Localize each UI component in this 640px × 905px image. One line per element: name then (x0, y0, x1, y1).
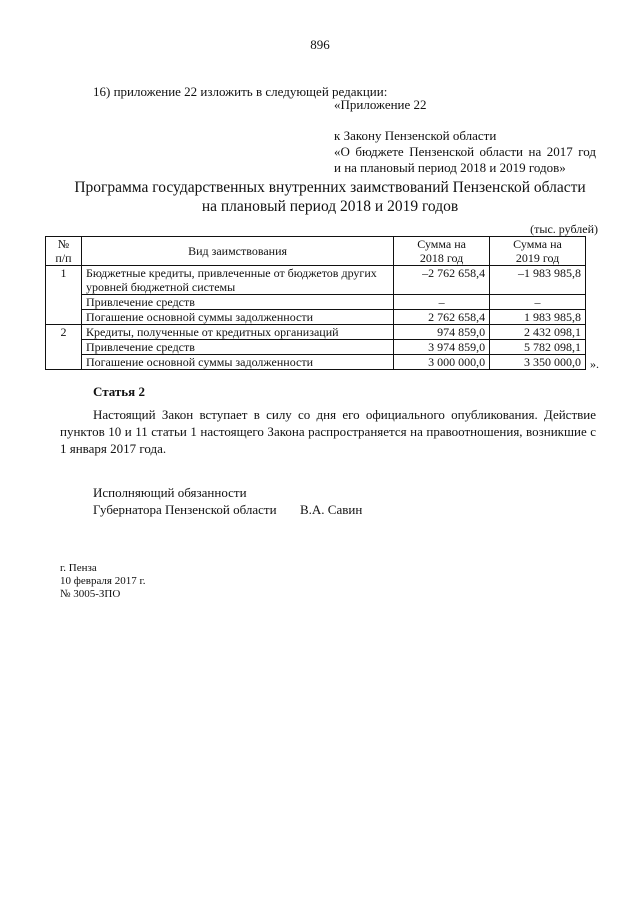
row-name: Привлечение средств (81, 340, 393, 355)
appendix-law-title-line2: и на плановый период 2018 и 2019 годов» (334, 160, 566, 175)
row-sum-2019: 2 432 098,1 (490, 325, 586, 340)
footer-date: 10 февраля 2017 г. (60, 575, 146, 587)
row-name: Бюджетные кредиты, привлеченные от бюджетов других уровней бюджетной системы (81, 266, 393, 295)
appendix-law-block (334, 128, 596, 176)
header-sum-2018-line1: Сумма на (417, 237, 466, 251)
table-row (46, 325, 586, 340)
row-sum-2018: 3 974 859,0 (394, 340, 490, 355)
header-num-line2: п/п (55, 251, 72, 265)
row-sum-2018: 2 762 658,4 (394, 310, 490, 325)
row-name: Погашение основной суммы задолженности (81, 355, 393, 370)
borrowings-table (45, 236, 586, 370)
header-sum-2019-line2: 2019 год (515, 251, 560, 265)
table-row (46, 310, 586, 325)
document-title (0, 178, 640, 216)
footer-number: № 3005-ЗПО (60, 588, 121, 600)
row-name: Кредиты, полученные от кредитных организаций (81, 325, 393, 340)
header-sum-2018-line2: 2018 год (419, 251, 464, 265)
signature-block (93, 484, 363, 518)
unit-label: (тыс. рублей) (530, 222, 598, 236)
row-sum-2018: – (394, 295, 490, 310)
table-row (46, 266, 586, 295)
page-number: 896 (310, 37, 330, 52)
table-header-row (46, 237, 586, 266)
table-row (46, 340, 586, 355)
row-num: 2 (46, 325, 82, 370)
document-title-line2: на плановый период 2018 и 2019 годов (201, 198, 459, 215)
row-sum-2019: 5 782 098,1 (490, 340, 586, 355)
appendix-law-prefix: к Закону Пензенской области (334, 128, 497, 143)
row-name: Привлечение средств (81, 295, 393, 310)
signature-name: В.А. Савин (300, 502, 363, 517)
row-sum-2019: –1 983 985,8 (490, 266, 586, 295)
footer-city: г. Пенза (60, 562, 97, 574)
article-body: Настоящий Закон вступает в силу со дня его официального опубликования. Действие пунктов 10 и 11 статьи 1 настоящего Закона распространяется на правоотношения, возникшие с 1 января 2017 года. (60, 407, 596, 456)
row-sum-2018: –2 762 658,4 (394, 266, 490, 295)
article-heading: Статья 2 (93, 384, 145, 399)
header-num-line1: № (57, 237, 70, 251)
row-sum-2018: 974 859,0 (394, 325, 490, 340)
row-name: Погашение основной суммы задолженности (81, 310, 393, 325)
signature-line1: Исполняющий обязанности (93, 485, 247, 500)
table-row (46, 355, 586, 370)
signature-line2: Губернатора Пензенской области (93, 502, 277, 517)
row-sum-2018: 3 000 000,0 (394, 355, 490, 370)
appendix-header (334, 97, 427, 113)
row-sum-2019: 1 983 985,8 (490, 310, 586, 325)
document-title-line1: Программа государственных внутренних заимствований Пензенской области (74, 179, 586, 196)
row-num: 1 (46, 266, 82, 325)
appendix-label: «Приложение 22 (334, 97, 427, 112)
appendix-law-title-line1: «О бюджете Пензенской области на 2017 год (334, 144, 596, 159)
intro-text: 16) приложение 22 изложить в следующей редакции: (93, 84, 388, 99)
closing-quote-mark: ». (590, 357, 599, 371)
header-sum-2019 (490, 237, 586, 266)
header-sum-2018 (394, 237, 490, 266)
row-sum-2019: 3 350 000,0 (490, 355, 586, 370)
footer-block (60, 562, 146, 601)
header-num (46, 237, 82, 266)
row-sum-2019: – (490, 295, 586, 310)
header-sum-2019-line1: Сумма на (513, 237, 562, 251)
header-type: Вид заимствования (81, 237, 393, 266)
table-row (46, 295, 586, 310)
